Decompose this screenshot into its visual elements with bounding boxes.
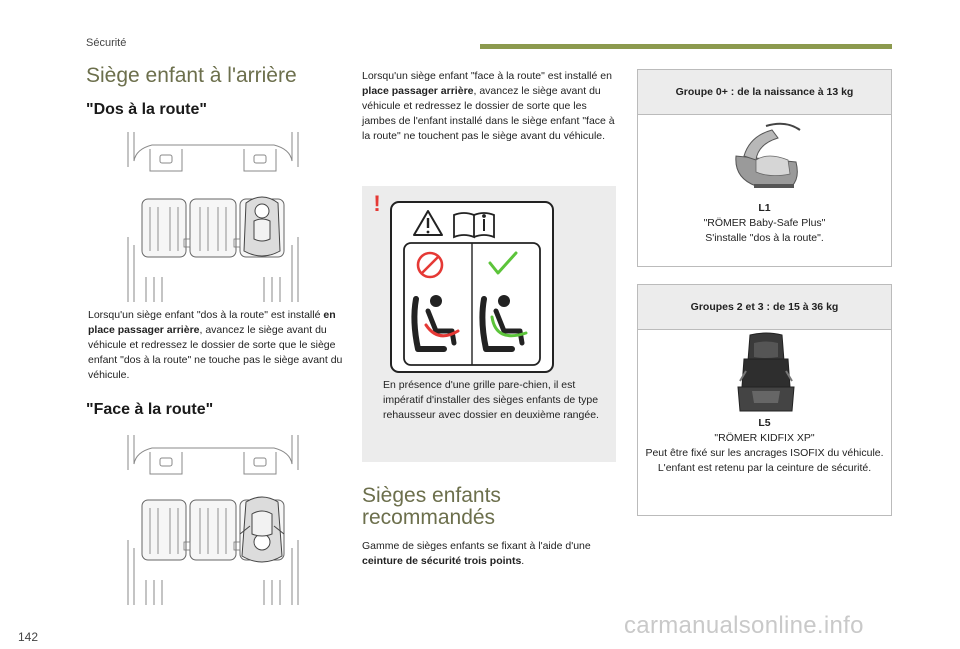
group0-seat-details: [638, 201, 891, 246]
booster-pictogram-drawing: [392, 203, 552, 371]
warning-exclamation-icon: !: [373, 191, 381, 216]
check-icon: [490, 253, 516, 273]
group0-seat-name: "RÖMER Baby-Safe Plus": [703, 217, 826, 229]
header-rule: [480, 44, 892, 49]
forward-facing-heading: "Face à la route": [86, 401, 214, 418]
page-number: 142: [18, 630, 39, 644]
group0-header: Groupe 0+ : de la naissance à 13 kg: [638, 70, 891, 115]
group0-seat-table: [637, 69, 892, 267]
warning-triangle-icon: [414, 211, 442, 235]
forward-facing-car-plan-illustration: [122, 430, 304, 605]
dog-guard-warning-text: En présence d'une grille pare-chien, il est impératif d'installer des sièges enfants de type rehausseur avec dossier en deuxième rangée.: [383, 379, 599, 421]
group23-seat-name: "RÖMER KIDFIX XP": [714, 432, 815, 444]
prohibited-icon: [418, 253, 442, 277]
page-title: Siège enfant à l'arrière: [86, 64, 297, 87]
group23-seat-details: [640, 416, 889, 476]
rear-facing-car-plan-illustration: [122, 127, 304, 302]
rear-facing-paragraph: Lorsqu'un siège enfant "dos à la route" est installé en place passager arrière, avancez le siège avant du véhicule et redressez le dossier de sorte que le siège enfant "dos à la route" ne touche pas le siège avant du véhicule.: [88, 309, 343, 381]
child-seat-incorrect-icon: [414, 295, 458, 349]
group23-header: Groupes 2 et 3 : de 15 à 36 kg: [638, 285, 891, 330]
forward-facing-paragraph: Lorsqu'un siège enfant "face à la route" est installé en place passager arrière, avancez le siège avant du véhicule et redressez le dossier de sorte que les jambes de l'enfant installé dans le siège enfant "face à la route" ne touchent pas le siège avant du véhicule.: [362, 70, 615, 142]
group23-seat-code: L5: [758, 417, 771, 429]
baby-safe-plus-seat-image: [726, 116, 806, 194]
group23-seat-note-isofix: Peut être fixé sur les ancrages ISOFIX du véhicule.: [645, 447, 884, 459]
group0-seat-code: L1: [758, 202, 771, 214]
group23-seat-note-belt: L'enfant est retenu par la ceinture de sécurité.: [657, 462, 872, 474]
recommended-seats-title: Sièges enfants recommandés: [362, 484, 501, 529]
rear-facing-heading: "Dos à la route": [86, 101, 207, 118]
site-watermark: carmanualsonline.info: [624, 612, 864, 639]
section-label: Sécurité: [86, 37, 127, 49]
group0-seat-note: S'installe "dos à la route".: [705, 232, 824, 244]
manual-book-icon: [454, 213, 494, 237]
group23-seat-table: [637, 284, 892, 516]
child-seat-correct-icon: [482, 295, 526, 349]
kidfix-xp-seat-image: [734, 331, 798, 417]
recommended-seats-paragraph: Gamme de sièges enfants se fixant à l'aide d'une ceinture de sécurité trois points.: [362, 540, 591, 567]
booster-pictogram-card: [390, 201, 554, 373]
